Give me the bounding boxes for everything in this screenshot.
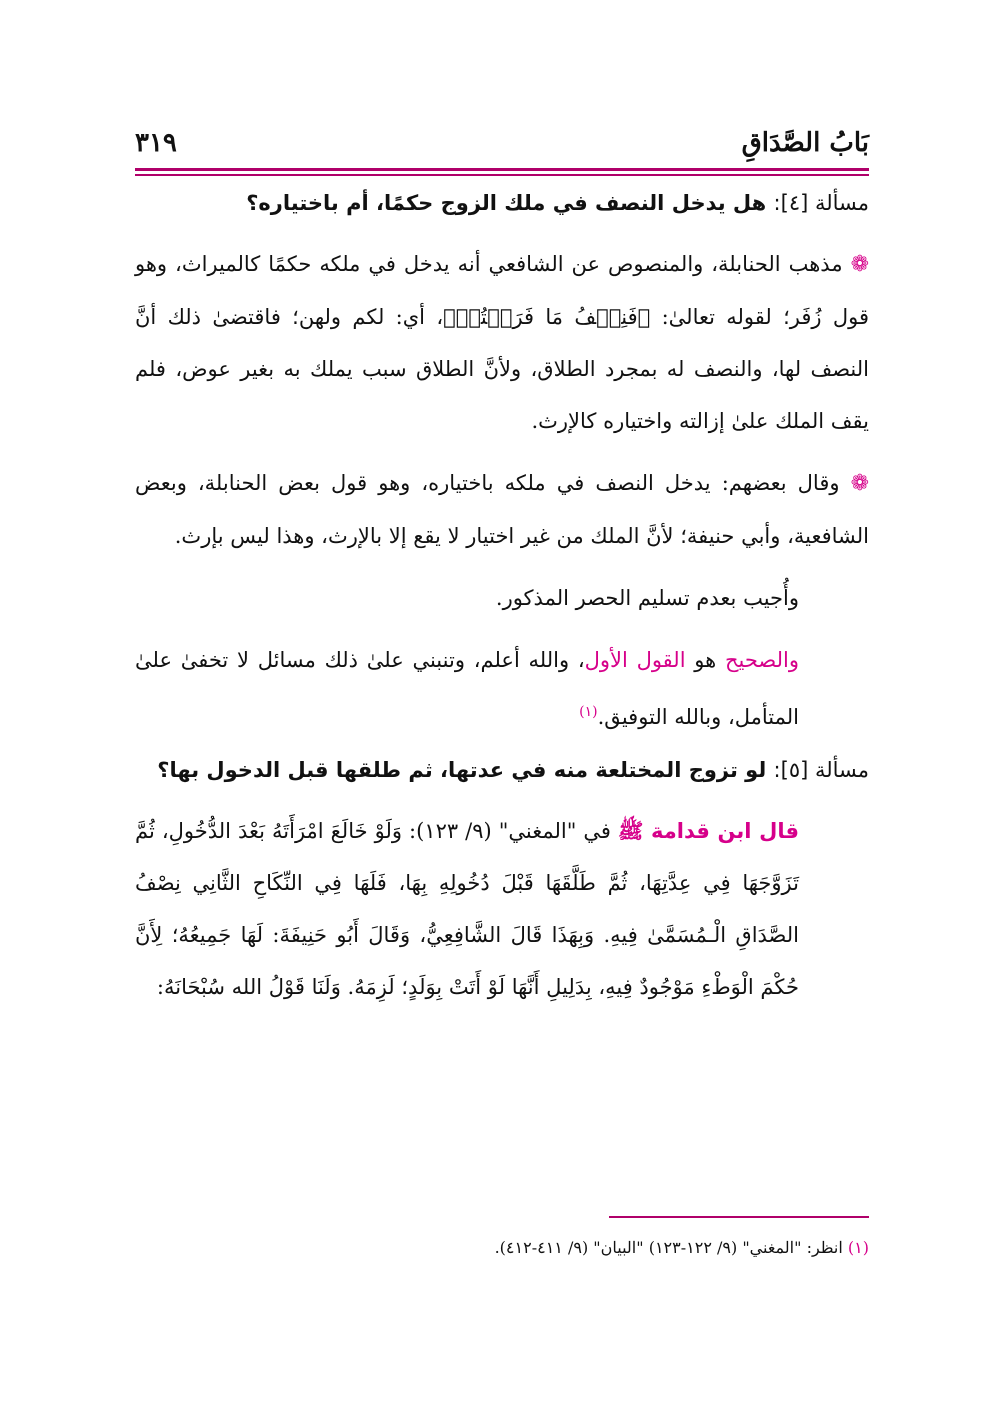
paragraph-text: ، والله أعلم، وتنبني علىٰ ذلك مسائل لا تخفىٰ علىٰ المتأمل، وبالله التوفيق. [135, 648, 799, 729]
footnote-rule [609, 1216, 869, 1218]
paragraph-text: ، أي: لكم ولهن؛ فاقتضىٰ ذلك أنَّ النصف لها، والنصف له بمجرد الطلاق، ولأنَّ الطلاق سبب يملك به بغير عوض، فلم يقف الملك علىٰ إزالته واختياره كالإرث. [135, 305, 869, 433]
question-title: لو تزوج المختلعة منه في عدتها، ثم طلقها قبل الدخول بها؟ [157, 758, 767, 782]
footnote-text: انظر: "المغني" (٩/ ١٢٢-١٢٣) "البيان" (٩/ ٤١١-٤١٢). [494, 1238, 848, 1257]
main-content [135, 186, 869, 1023]
highlight-correct: والصحيح [724, 648, 799, 672]
question-title: هل يدخل النصف في ملك الزوج حكمًا، أم باختياره؟ [246, 191, 767, 215]
paragraph-5 [135, 805, 869, 1013]
question-heading-5 [135, 753, 869, 787]
paragraph-text: هو [685, 648, 725, 672]
header-rule-thick [135, 168, 869, 171]
paragraph-text: وأُجيب بعدم تسليم الحصر المذكور. [495, 586, 799, 610]
paragraph-4 [135, 634, 869, 743]
question-label: مسألة [٤]: [773, 191, 869, 215]
chapter-title: بَابُ الصَّدَاقِ [741, 128, 869, 158]
quran-verse: ﴿فَنِصۡفُ مَا فَرَضۡتُمۡ﴾ [443, 305, 651, 329]
running-header [135, 128, 869, 168]
paragraph-3 [135, 572, 869, 624]
paragraph-text: وقال بعضهم: يدخل النصف في ملكه باختياره، وهو قول بعض الحنابلة، وبعض الشافعية، وأبي حنيفة؛ لأنَّ الملك من غير اختيار لا يقع إلا بالإرث، وهذا ليس بإرث. [135, 471, 869, 548]
question-heading-4 [135, 186, 869, 220]
footnote [135, 1236, 869, 1260]
paragraph-1 [135, 238, 869, 447]
question-label: مسألة [٥]: [773, 758, 869, 782]
paragraph-text: في "المغني" (٩/ ١٢٣): وَلَوْ خَالَعَ امْرَأَتَهُ بَعْدَ الدُّخُولِ، ثُمَّ تَزَوَّجَهَا فِي عِدَّتِهَا، ثُمَّ طَلَّقَهَا قَبْلَ دُخُولِهِ بِهَا، فَلَهَا فِي النِّكَاحِ الثَّانِي نِصْفُ الصَّدَاقِ الْـمُسَمَّىٰ فِيهِ. وَبِهَذَا قَالَ الشَّافِعِيُّ، وَقَالَ أَبُو حَنِيفَةَ: لَهَا جَمِيعُهُ؛ لِأَنَّ حُكْمَ الْوَطْءِ مَوْجُودٌ فِيهِ، بِدَلِيلِ أَنَّهَا لَوْ أَتَتْ بِوَلَدٍ؛ لَزِمَهُ. وَلَنَا قَوْلُ الله سُبْحَانَهُ: [135, 819, 799, 999]
footnote-reference[interactable]: (١) [579, 704, 598, 720]
paragraph-text: مذهب الحنابلة، والمنصوص عن الشافعي أنه يدخل في ملكه حكمًا كالميراث، وهو قول زُفَر؛ لقوله تعالىٰ: [135, 252, 870, 329]
page [135, 0, 869, 1418]
flower-ornament-icon: ❁ [850, 252, 869, 277]
quote-source: قال ابن قدامة ﷺ [618, 819, 799, 843]
footnote-number: (١) [847, 1238, 869, 1257]
highlight-first-opinion: القول الأول [584, 648, 686, 672]
flower-ornament-icon: ❁ [850, 471, 869, 496]
page-number: ٣١٩ [135, 128, 177, 158]
paragraph-2 [135, 457, 869, 562]
header-rule-thin [135, 174, 869, 176]
